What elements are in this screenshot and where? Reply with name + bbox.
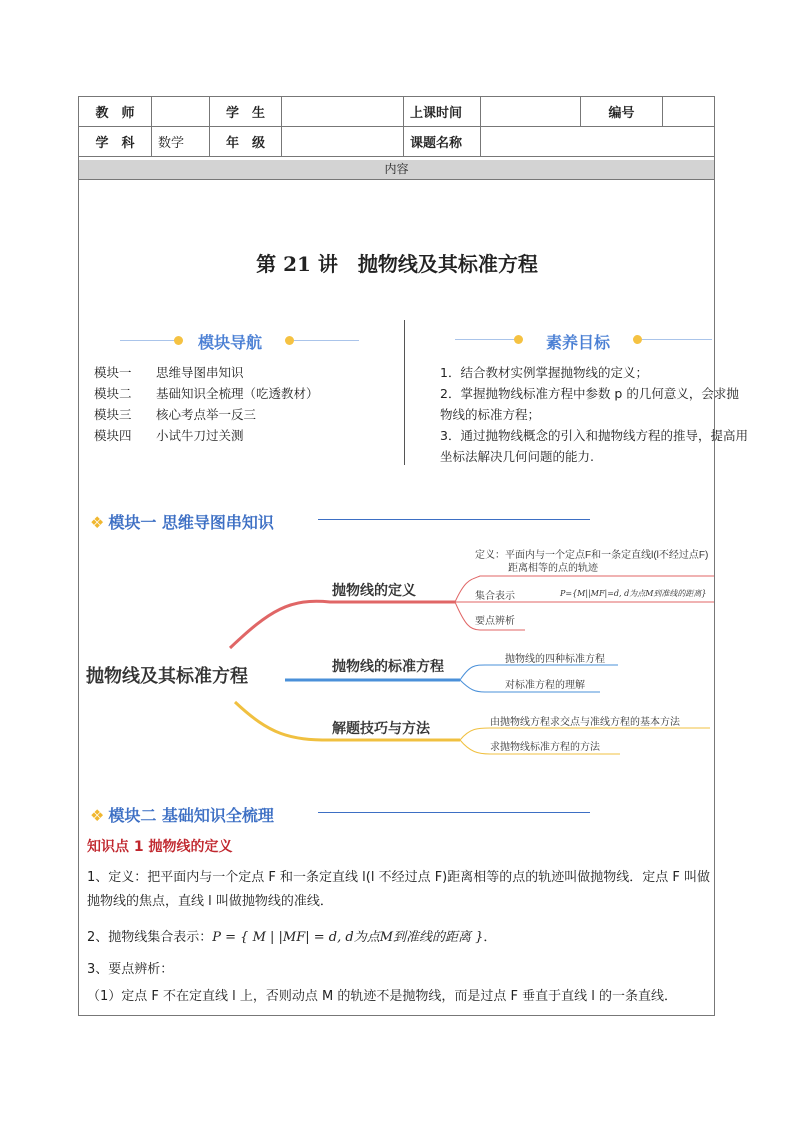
- page-title: 第 21 讲 抛物线及其标准方程: [256, 252, 538, 276]
- branch-definition-label[interactable]: 抛物线的定义: [332, 582, 416, 598]
- goals-line-right: [642, 339, 712, 340]
- module1-heading: ❖ 模块一 思维导图串知识: [90, 513, 274, 532]
- key-points-heading: 3、要点辨析：: [87, 962, 174, 977]
- topic-label: 课题名称: [404, 127, 481, 157]
- knowledge-point-title: 知识点 1 抛物线的定义: [87, 839, 233, 855]
- leaf-key-points: 要点辨析: [475, 616, 515, 627]
- diamond-icon: ❖: [90, 806, 105, 825]
- branch-definition-line: [230, 601, 455, 648]
- nav-heading: 模块导航: [198, 333, 263, 352]
- leaf-definition-cont: 距离相等的点的轨迹: [508, 563, 598, 574]
- goal-item: 1．结合教材实例掌握抛物线的定义；: [440, 365, 648, 380]
- leaf-intersection-method: 由抛物线方程求交点与准线方程的基本方法: [490, 717, 680, 728]
- student-value[interactable]: [282, 97, 404, 127]
- nav-dot-left: [174, 336, 183, 345]
- module1-line: [318, 519, 590, 520]
- time-label: 上课时间: [404, 97, 481, 127]
- goals-dot-left: [514, 335, 523, 344]
- number-label: 编号: [581, 97, 663, 127]
- teacher-value[interactable]: [152, 97, 210, 127]
- leaf-definition: 定义：平面内与一个定点F和一条定直线l(l不经过点F): [475, 550, 709, 561]
- header-row-2: [79, 127, 715, 157]
- goals-list: [440, 362, 750, 467]
- goal-item: 3．通过抛物线概念的引入和抛物线方程的推导，提高用坐标法解决几何问题的能力.: [440, 428, 748, 464]
- branch-techniques-label[interactable]: 解题技巧与方法: [332, 720, 430, 736]
- goals-dot-right: [633, 335, 642, 344]
- header-table: [78, 96, 715, 157]
- branch-equation-label[interactable]: 抛物线的标准方程: [332, 658, 444, 674]
- definition-paragraph: 1、定义：把平面内与一个定点 F 和一条定直线 l(l 不经过点 F)距离相等的点的轨迹叫做抛物线．定点 F 叫做抛物线的焦点，直线 l 叫做抛物线的准线．: [87, 870, 710, 909]
- leaf-set-notation: 集合表示: [475, 591, 515, 602]
- time-value[interactable]: [481, 97, 581, 127]
- nav-item[interactable]: 模块三 核心考点举一反三: [94, 407, 257, 422]
- leaf-four-equations: 抛物线的四种标准方程: [505, 654, 605, 665]
- nav-line-left: [120, 340, 175, 341]
- grade-label: 年 级: [210, 127, 282, 157]
- goals-heading: 素养目标: [546, 333, 611, 352]
- number-value[interactable]: [663, 97, 715, 127]
- leaf-line: [460, 665, 618, 680]
- leaf-set-formula: P={M||MF|=d, d为点M到准线的距离}: [560, 589, 707, 598]
- leaf-standard-method: 求抛物线标准方程的方法: [490, 742, 600, 753]
- mind-map: [80, 540, 714, 765]
- diamond-icon: ❖: [90, 513, 105, 532]
- module2-line: [318, 812, 590, 813]
- nav-dot-right: [285, 336, 294, 345]
- mindmap-root: 抛物线及其标准方程: [86, 666, 248, 686]
- set-notation-paragraph: 2、抛物线集合表示：P = { M | |MF| = d, d为点M到准线的距离 }．: [87, 930, 497, 945]
- set-formula: P = { M | |MF| = d, d为点M到准线的距离 }: [212, 930, 484, 945]
- content-bar: 内容: [79, 160, 714, 180]
- teacher-label: 教 师: [79, 97, 152, 127]
- nav-item[interactable]: 模块二 基础知识全梳理（吃透教材）: [94, 386, 319, 401]
- student-label: 学 生: [210, 97, 282, 127]
- header-row-1: [79, 97, 715, 127]
- leaf-line: [460, 728, 710, 740]
- goal-item: 2．掌握抛物线标准方程中参数 p 的几何意义，会求抛物线的标准方程；: [440, 386, 739, 422]
- nav-item[interactable]: 模块四 小试牛刀过关测: [94, 428, 244, 443]
- leaf-understanding: 对标准方程的理解: [505, 680, 585, 691]
- topic-value[interactable]: [481, 127, 715, 157]
- subject-label: 学 科: [79, 127, 152, 157]
- grade-value[interactable]: [282, 127, 404, 157]
- column-divider: [404, 320, 405, 465]
- nav-item[interactable]: 模块一 思维导图串知识: [94, 365, 244, 380]
- nav-line-right: [294, 340, 359, 341]
- goals-line-left: [455, 339, 515, 340]
- module2-heading: ❖ 模块二 基础知识全梳理: [90, 806, 274, 825]
- key-point-1: （1）定点 F 不在定直线 l 上，否则动点 M 的轨迹不是抛物线，而是过点 F 垂直于直线 l 的一条直线．: [87, 989, 677, 1004]
- nav-list: [94, 362, 319, 446]
- subject-value[interactable]: 数学: [152, 127, 210, 157]
